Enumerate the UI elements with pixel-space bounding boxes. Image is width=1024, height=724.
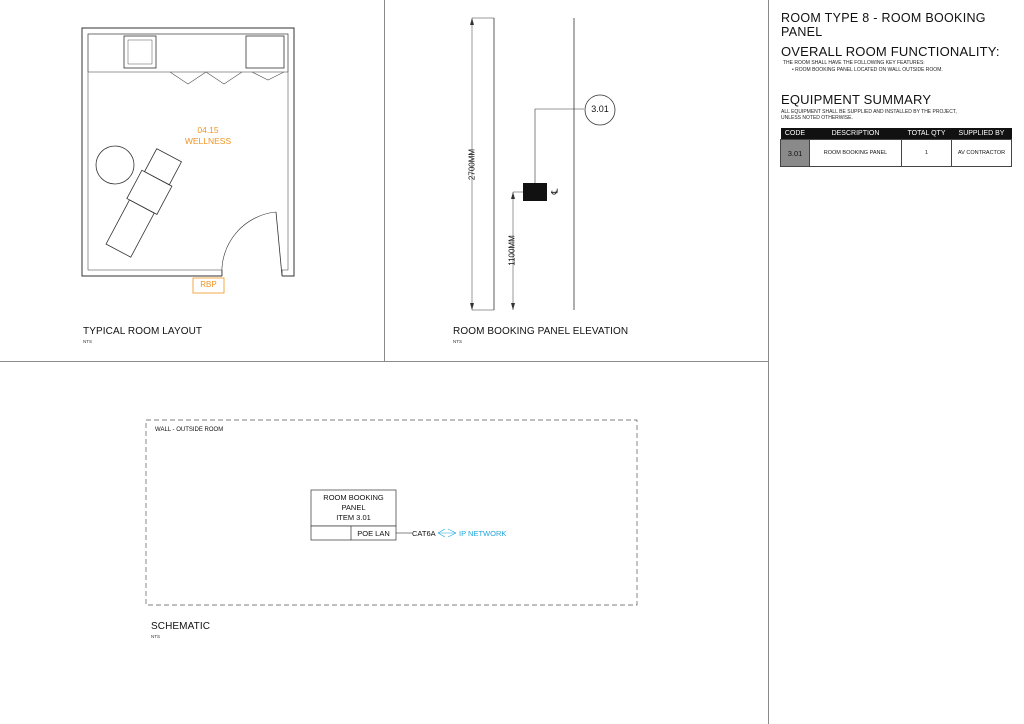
typical-layout-title: TYPICAL ROOM LAYOUT (83, 326, 203, 337)
col-supplied-by: SUPPLIED BY (952, 128, 1012, 140)
table-row (781, 140, 1012, 167)
sheet-title: ROOM TYPE 8 - ROOM BOOKING PANEL (781, 11, 986, 39)
schematic-drawing (0, 362, 768, 724)
dim-2700-label: 2700MM (467, 148, 477, 181)
recliner-chair (103, 147, 184, 258)
door-leaf (276, 212, 282, 276)
ip-network-label: IP NETWORK (459, 529, 507, 538)
elevation-scale: NTS (453, 339, 462, 344)
equipment-table (780, 128, 1012, 167)
callout-number: 3.01 (591, 104, 609, 114)
cell-code: 3.01 (781, 140, 810, 167)
typical-room-layout-drawing (0, 0, 384, 361)
dim-1100-label: 1100MM (507, 235, 517, 266)
device-label-line-2: PANEL (341, 503, 366, 512)
equipment-note-line-2: UNLESS NOTED OTHERWISE. (781, 115, 853, 121)
functionality-heading: OVERALL ROOM FUNCTIONALITY: (781, 44, 1000, 59)
elevation-drawing (384, 0, 768, 361)
round-table (96, 146, 134, 184)
room-number: 04.15 (197, 125, 219, 135)
cable-label: CAT6A (412, 529, 436, 538)
callout-leader (535, 109, 584, 183)
wall-outside-room-label: WALL - OUTSIDE ROOM (155, 427, 224, 433)
centerline-symbol: ℄ (549, 188, 560, 195)
rbp-tag: RBP (200, 280, 217, 289)
functionality-item: • ROOM BOOKING PANEL LOCATED ON WALL OUTSIDE ROOM. (792, 67, 943, 73)
functionality-intro: THE ROOM SHALL HAVE THE FOLLOWING KEY FEATURES: (783, 60, 925, 66)
col-code: CODE (781, 128, 810, 140)
cell-supplied-by: AV CONTRACTOR (952, 140, 1012, 167)
cell-description: ROOM BOOKING PANEL (810, 140, 902, 167)
room-name: WELLNESS (184, 136, 232, 146)
equipment-note-line-1: ALL EQUIPMENT SHALL BE SUPPLIED AND INSTALLED BY THE PROJECT, (781, 109, 957, 115)
col-description: DESCRIPTION (810, 128, 902, 140)
divider-vertical-right (768, 0, 769, 724)
wardrobe-band (88, 34, 288, 72)
typical-layout-scale: NTS (83, 339, 92, 344)
schematic-scale: NTS (151, 634, 160, 639)
door-swing (222, 212, 276, 276)
elevation-title: ROOM BOOKING PANEL ELEVATION (453, 326, 629, 337)
device-label-line-3: ITEM 3.01 (336, 513, 371, 522)
room-inner-wall (88, 34, 288, 270)
room-outer-wall (82, 28, 294, 276)
col-total-qty: TOTAL QTY (902, 128, 952, 140)
cell-qty: 1 (902, 140, 952, 167)
schematic-title: SCHEMATIC (151, 621, 211, 632)
poe-lan-port-label: POE LAN (357, 529, 390, 538)
cabinet-left (124, 36, 156, 68)
booking-panel-elevation (523, 183, 547, 201)
equipment-heading: EQUIPMENT SUMMARY (781, 92, 932, 107)
cabinet-right (246, 36, 284, 68)
device-label-line-1: ROOM BOOKING (323, 493, 384, 502)
